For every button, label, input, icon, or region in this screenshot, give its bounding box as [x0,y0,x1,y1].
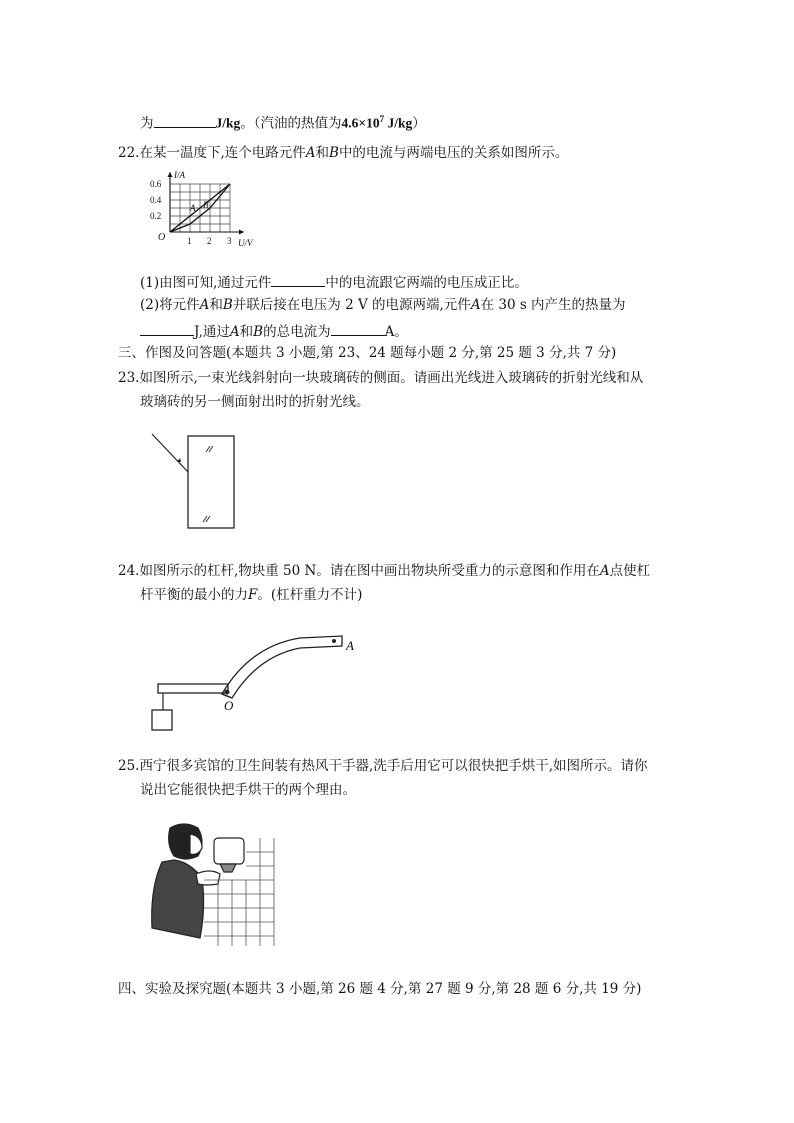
q22-stem-b: 和 [315,145,330,161]
q21-note-unit: J/kg [384,115,413,131]
series-label-B: B [203,200,209,210]
y-tick-label: 0.6 [150,179,162,189]
q22-sub3-b: 和 [239,324,254,340]
q22-stem-B: B [329,145,339,161]
q22-sub3-B: B [253,324,264,340]
q24-line2 [140,586,362,604]
pivot-point [225,690,230,695]
q22-stem [118,144,568,162]
y-axis-label: I/A [174,170,185,180]
point-a-marker [332,639,336,643]
q22-sub2-d: 在 30 s 内产生的热量为 [480,297,626,313]
x-tick-label: 2 [207,236,212,246]
q21-note-open: （汽油的热值为 [253,115,342,132]
q21-note-close: ） [412,115,426,132]
hand-dryer [214,838,244,864]
iu-chart [140,168,280,258]
hanging-block [152,710,172,730]
q24-line2-b: 。(杠杆重力不计) [257,587,363,603]
ray-arrow-icon [177,458,181,462]
dryer-nozzle [220,864,236,872]
q24-line2-a: 杆平衡的最小的力 [140,587,248,603]
q24-line1-b: 点使杠 [609,563,651,579]
glass-brick-figure [150,432,260,532]
q22-stem-A: A [305,145,316,161]
q22-sub2-c: 并联后接在电压为 2 V 的电源两端,元件 [232,297,471,313]
q24-line2-F: F [248,587,258,603]
q22-sub1-b: 中的电流跟它两端的电压成正比。 [325,275,528,291]
hand-dryer-illustration [140,818,280,948]
q22-heat-blank[interactable] [140,321,194,336]
q21-prefix: 为 [140,115,154,132]
x-tick-label: 3 [227,236,232,246]
lever-label-A: A [346,638,354,653]
lever-figure [140,628,370,738]
q22-sub1-a: (1)由图可知,通过元件 [140,275,272,291]
lever-horizontal-arm [158,684,228,693]
y-tick-label: 0.2 [150,211,162,221]
section4-heading: 四、实验及探究题(本题共 3 小题,第 26 题 4 分,第 27 题 9 分,第 28 题 6 分,共 19 分) [118,981,642,997]
q22-sub1-blank[interactable] [271,272,325,287]
q22-stem-a: 22.在某一温度下,连个电路元件 [118,145,306,161]
q22-sub3-a: J,通过 [194,324,230,340]
q22-sub2-a: (2)将元件 [140,297,200,313]
q22-sub1 [140,272,528,292]
q21-tail-line [140,110,426,133]
y-axis-arrow-icon [168,172,173,177]
x-axis-label: U/V [238,238,253,248]
glass-hatch-top-icon [206,446,213,452]
q24-line1-a: 24.如图所示的杠杆,物块重 50 N。请在图中画出物块所受重力的示意图和作用在 [118,563,600,579]
q25-line1: 25.西宁很多宾馆的卫生间装有热风干手器,洗手后用它可以很快把手烘干,如图所示。请你 [118,758,648,774]
q21-unit: J/kg [215,115,241,131]
q21-dot: 。 [240,115,254,132]
section3-heading: 三、作图及问答题(本题共 3 小题,第 23、24 题每小题 2 分,第 25 题 3 分,共 7 分) [118,345,617,361]
y-tick-label: 0.4 [150,195,162,205]
chart-labels [150,170,254,248]
lever-curved-arm [222,636,342,698]
x-tick-label: 1 [187,236,192,246]
person-body [152,860,204,938]
q25-line2: 说出它能很快把手烘干的两个理由。 [140,782,356,798]
lever-label-O: O [224,698,234,713]
q24-line1 [118,562,650,580]
q21-answer-blank[interactable] [154,113,216,128]
q23-line1: 23.如图所示,一束光线斜射向一块玻璃砖的侧面。请画出光线进入玻璃砖的折射光线和从 [118,370,644,386]
person-hands [196,871,220,885]
q22-sub2-B: B [222,297,233,313]
origin-label: O [158,232,166,243]
q22-sub2-A2: A [470,297,481,313]
series-label-A: A [190,203,196,214]
q21-note-exp: 7 [379,114,385,124]
incident-ray [152,434,188,472]
q22-sub3-A: A [229,324,240,340]
q23-line2: 玻璃砖的另一侧面射出时的折射光线。 [140,394,370,410]
q24-line1-A: A [599,563,610,579]
q22-current-blank[interactable] [331,321,385,336]
q22-sub3-c: 的总电流为 [263,324,331,340]
q22-sub3-d: A。 [384,324,408,340]
glass-hatch-bottom-icon [203,516,210,522]
q22-sub2-b: 和 [209,297,223,313]
q22-sub3 [140,321,408,341]
q22-stem-c: 中的电流与两端电压的关系如图所示。 [338,145,569,161]
q22-sub2-A: A [199,297,210,313]
x-axis-arrow-icon [239,230,244,235]
q21-note-value: 4.6×10 [341,115,380,131]
q22-sub2 [140,296,626,314]
